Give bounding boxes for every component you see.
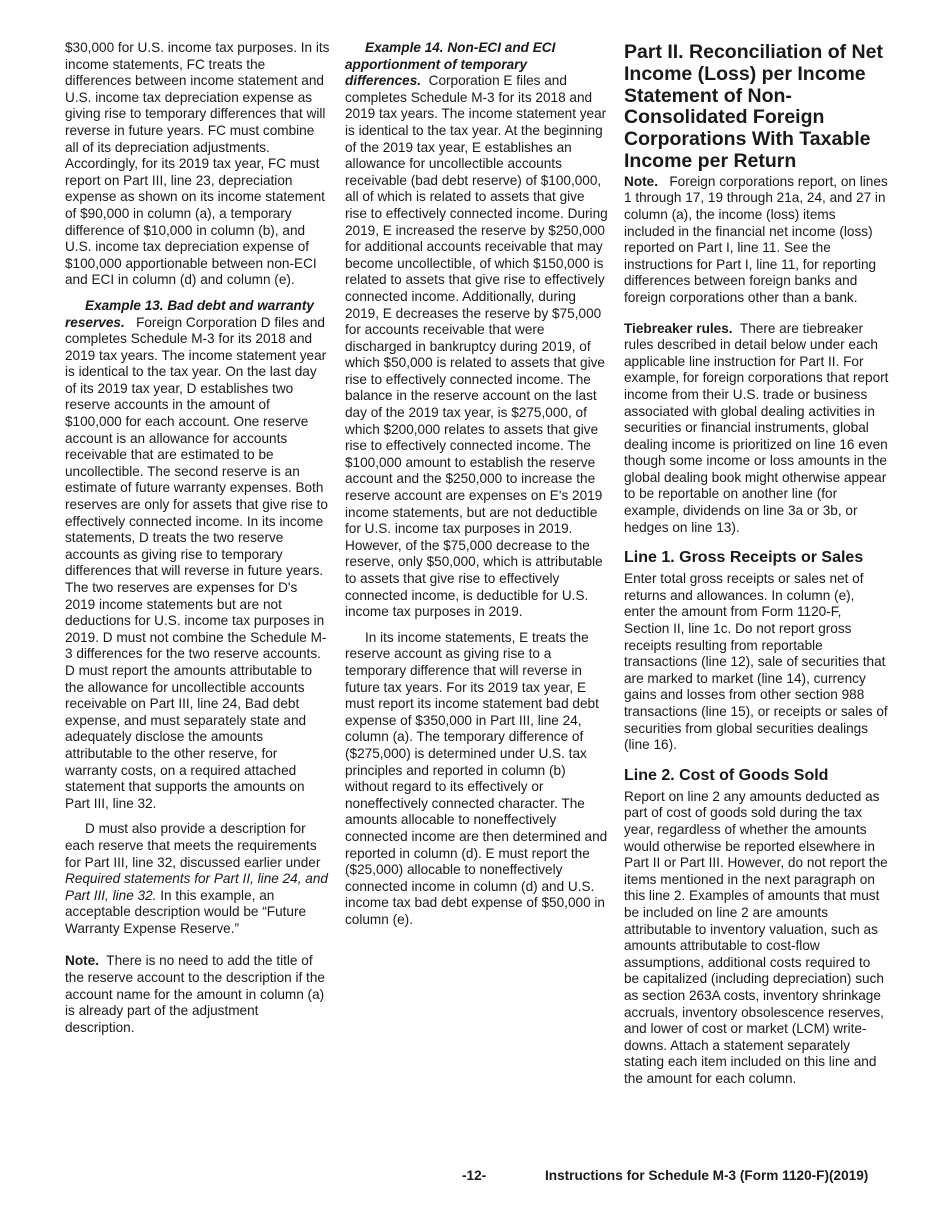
page-number: -12- xyxy=(462,1168,487,1183)
example-13-body: Foreign Corporation D files and completes Schedule M-3 for its 2018 and 2019 tax years. The income statement year is identical to the tax year. On the last day of its 2019 tax year, D establishes two reserve accounts in the amount of $100,000 for each account. One reserve account is an allowance for accounts receivable that are estimated to be uncollectible. The second reserve is an estimate of future warranty expenses. Both reserves are only for assets that give rise to effectively connected income. In its income statements, D treats the two reserve accounts as giving rise to temporary differences that will reverse in future years. The two reserves are expenses for D's 2019 income statements but are not deductions for U.S. income tax purposes in 2019. D must not combine the Schedule M-3 differences for the two reserve accounts. D must report the amounts attributable to the allowance for uncollectible accounts receivable on Part III, line 24, Bad debt expense, and must separately state and adequately disclose the amounts attributable to the other reserve, for warranty costs, on a required attached statement that supports the amounts on Part III, line 32. xyxy=(65,314,328,811)
paragraph-text: In this example, an acceptable description would be “Future Warranty Expense Reserve.” xyxy=(65,887,307,936)
tiebreaker-rules xyxy=(624,321,889,537)
example-14 xyxy=(345,40,610,621)
line-1-body: Enter total gross receipts or sales net of returns and allowances. In column (e), enter the amount from Form 1120-F, Section II, line 1c. Do not report gross receipts resulting from reportable transactions (line 12), sale of securities that are marked to market (line 14), currency gains and losses from other section 988 transactions (line 15), or receipts or sales of securities from global securities dealings (line 16). xyxy=(624,571,888,753)
note-body: Foreign corporations report, on lines 1 through 17, 19 through 21a, 24, and 27 in column (a), the income (loss) items included in the financial net income (loss) reported on Part I, line 11. See the instructions for Part I, line 11, for reporting differences between foreign banks and foreign corporations other than a bank. xyxy=(624,173,888,305)
tiebreaker-label: Tiebreaker rules. xyxy=(624,320,733,336)
line-1-heading: Line 1. Gross Receipts or Sales xyxy=(624,549,864,567)
column-right xyxy=(624,40,889,1096)
example-13 xyxy=(65,298,330,812)
paragraph-depreciation-continued: $30,000 for U.S. income tax purposes. In its income statements, FC treats the differences between income statement and U.S. income tax depreciation expense as giving rise to temporary differences that will reverse in future years. FC must combine all of its depreciation adjustments. Accordingly, for its 2019 tax year, FC must report on Part III, line 23, depreciation expense as shown on its income statement of $90,000 in column (a), a temporary difference of $10,000 in column (b), and U.S. income tax depreciation expense of $100,000 apportionable between non-ECI and ECI in column (d) and column (e). xyxy=(65,40,330,288)
line-2-body: Report on line 2 any amounts deducted as part of cost of goods sold during the tax year, regardless of whether the amounts would otherwise be reported elsewhere in Part II or Part III. However, do not report the items mentioned in the next paragraph on this line 2. Examples of amounts that must be included on line 2 are amounts attributable to inventory valuation, such as amounts attributable to cost-flow assumptions, additional costs required to be capitalized (including depreciation) such as section 263A costs, inventory shrinkage accruals, inventory obsolescence reserves, and lower of cost or market (LCM) write-downs. Attach a statement separately stating each item included on this line and the amount for each column. xyxy=(624,788,888,1086)
example-13-title: Example 13. Bad debt and warranty reserves. xyxy=(65,297,314,330)
paragraph-reserve-description xyxy=(65,821,330,937)
document-title: Instructions for Schedule M-3 (Form 1120-F)(2019) xyxy=(545,1168,869,1183)
column-left xyxy=(65,40,330,1045)
paragraph-text: D must also provide a description for each reserve that meets the requirements for Part III, line 32, discussed earlier under xyxy=(65,821,321,870)
note-label: Note. xyxy=(624,173,658,189)
example-14-body: Corporation E files and completes Schedule M-3 for its 2018 and 2019 tax years. The income statement year is identical to the tax year. At the beginning of the 2019 tax year, E establishes an allowance for uncollectible accounts receivable (bad debt reserve) of $100,000, all of which is related to assets that give rise to effectively connected income. During 2019, E increased the reserve by $250,000 for additional accounts receivable that may become uncollectible, of which $150,000 is related to assets that give rise to effectively connected income. Additionally, during 2019, E decreases the reserve by $75,000 for accounts receivable that were discharged in bankruptcy during 2019, of which $50,000 is related to assets that give rise to effectively connected income. The balance in the reserve account on the last day of the 2019 tax year, is $275,000, of which $200,000 relates to assets that give rise to effectively connected income. The $100,000 amount to establish the reserve account and the $250,000 to increase the reserve account are expenses on E's 2019 income statements, but are not deductible for U.S. income tax purposes in 2019. However, of the $75,000 decrease to the reserve, only $50,000, which is attributable to assets that give rise to effectively connected income, is deductible for U.S. income tax purposes in 2019. xyxy=(345,73,608,620)
line-2-heading: Line 2. Cost of Goods Sold xyxy=(624,766,829,784)
note-label: Note. xyxy=(65,953,99,969)
column-middle xyxy=(345,40,610,937)
note-foreign-corporations xyxy=(624,174,889,307)
note-reserve-title xyxy=(65,953,330,1036)
paragraph-income-statement-reserve: In its income statements, E treats the reserve account as giving rise to a temporary difference that will reverse in future tax years. For its 2019 tax year, E must report its income statement bad debt expense of $350,000 in Part III, line 24, column (a). The temporary difference of ($275,000) is determined under U.S. tax principles and reported in column (b) without regard to its effectively or noneffectively connected character. The amounts allocable to noneffectively connected income are then determined and reported in column (d). E must report the ($25,000) allocable to noneffectively connected income in column (d) and U.S. income tax bad debt expense of $50,000 in column (e). xyxy=(345,629,608,927)
part-ii-heading: Part II. Reconciliation of Net Income (Loss) per Income Statement of Non-Consolidated Foreign Corporations With Taxable Income per Return xyxy=(624,41,883,172)
tiebreaker-body: There are tiebreaker rules described in detail below under each applicable line instruction for Part II. For example, for foreign corporations that report income from their U.S. trade or business associated with global dealing activities in securities or financial instruments, global dealing income is prioritized on line 16 even though some income or loss amounts in the global dealing book might otherwise appear to be reportable on another line (for example, dividends on line 3a or 3b, or hedges on line 13). xyxy=(624,320,889,535)
example-14-title: Example 14. Non-ECI and ECI apportionment of temporary differences. xyxy=(345,40,556,89)
note-body: There is no need to add the title of the reserve account to the description if the account name for the amount in column (a) is already part of the adjustment description. xyxy=(65,953,325,1035)
cross-reference: Required statements for Part II, line 24, and Part III, line 32. xyxy=(65,871,328,903)
